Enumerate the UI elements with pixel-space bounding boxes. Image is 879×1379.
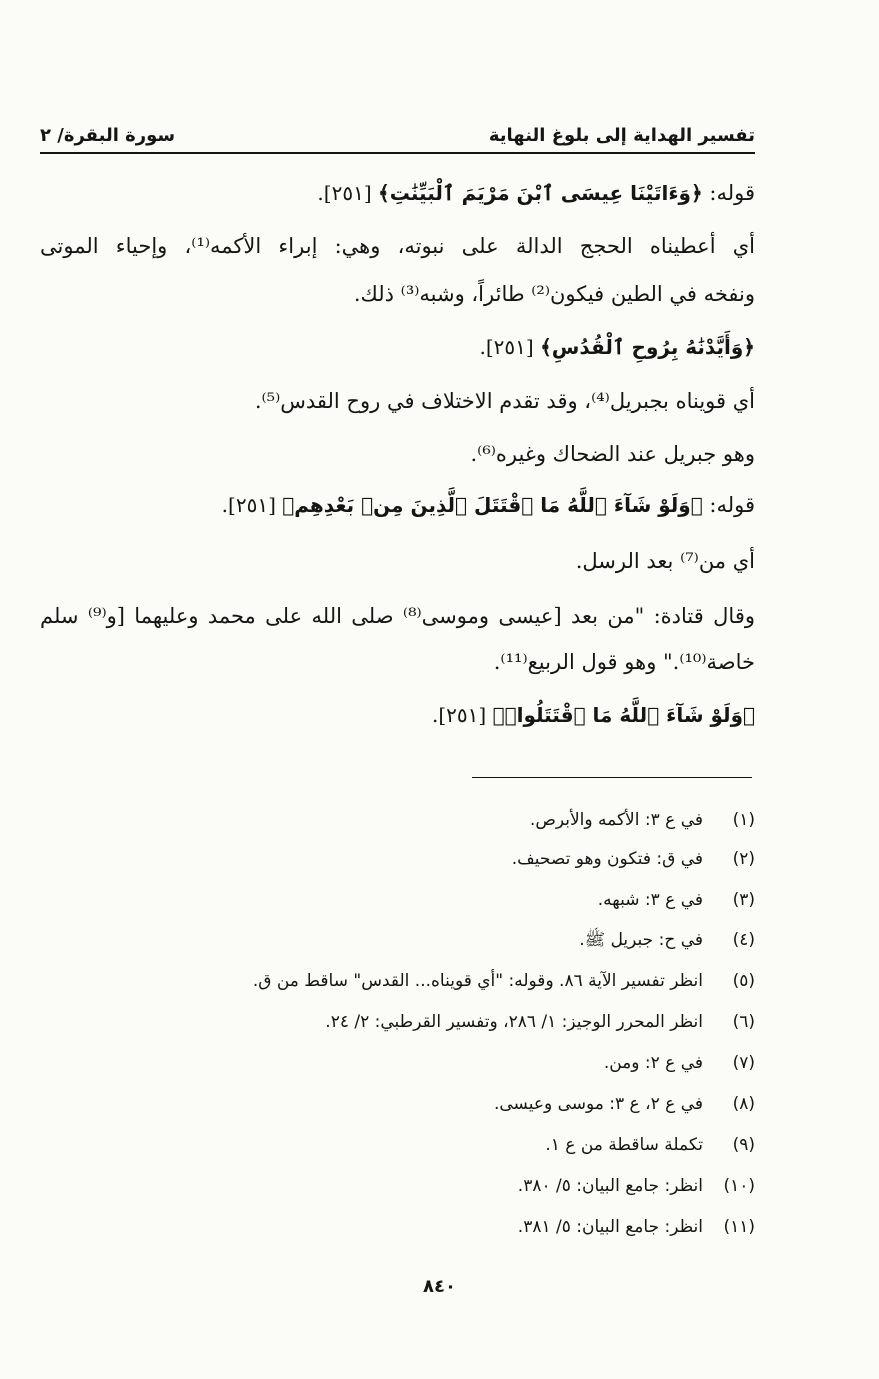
quran-verse: ﴿وَأَيَّدْنَٰهُ بِرُوحِ ٱلْقُدُسِ﴾	[540, 335, 755, 359]
footnote-text: في ع ٣: شبهه.	[597, 890, 703, 910]
verse-line-1	[317, 176, 755, 210]
paragraph-line: أي من⁽⁷⁾ بعد الرسل.	[575, 549, 755, 573]
paragraph-line: خاصة⁽¹⁰⁾." وهو قول الربيع⁽¹¹⁾.	[493, 650, 755, 674]
verse-line-3	[222, 488, 755, 522]
book-title: تفسير الهداية إلى بلوغ النهاية	[488, 125, 755, 146]
lead-word: قوله:	[702, 181, 755, 205]
paragraph-line: وهو جبريل عند الضحاك وغيره⁽⁶⁾.	[470, 442, 755, 466]
quran-verse: ﴿وَءَاتَيْنَا عِيسَى ٱبْنَ مَرْيَمَ ٱلْبَيِّنَٰتِ﴾	[378, 181, 703, 205]
footnote-text: انظر: جامع البيان: ٥/ ٣٨٠.	[517, 1176, 703, 1196]
footnote-number: (٤)	[732, 930, 755, 950]
verse-line-4	[432, 698, 755, 732]
footnote	[604, 1049, 755, 1077]
quran-verse: ﴿وَلَوْ شَآءَ ٱللَّهُ مَا ٱقْتَتَلُوا۟﴾	[492, 703, 755, 727]
footnote	[518, 1213, 755, 1241]
paragraph-line: وقال قتادة: "من بعد [عيسى وموسى⁽⁸⁾ صلى الله على محمد وعليهما [و⁽⁹⁾ سلم	[40, 604, 755, 628]
lead-word: قوله:	[702, 493, 755, 517]
footnote-text: في ق: فتكون وهو تصحيف.	[511, 849, 703, 869]
verse-ref: [٢٥١].	[221, 493, 283, 517]
footnote-text: في ع ٢، ع ٣: موسى وعيسى.	[493, 1094, 703, 1114]
footnote	[545, 1131, 755, 1159]
footnote	[598, 886, 755, 914]
footnote-text: انظر: جامع البيان: ٥/ ٣٨١.	[517, 1217, 703, 1237]
footnote-number: (٩)	[732, 1135, 755, 1155]
footnote	[494, 1090, 755, 1118]
footnote-text: في ع ٢: ومن.	[603, 1053, 703, 1073]
paragraph-line: أي أعطيناه الحجج الدالة على نبوته، وهي: إبراء الأكمه⁽¹⁾، وإحياء الموتى	[40, 234, 755, 258]
running-header	[40, 112, 755, 146]
verse-ref: [٢٥١].	[432, 703, 493, 727]
quran-verse: ﴿وَلَوْ شَآءَ ٱللَّهُ مَا ٱقْتَتَلَ ٱلَّذِينَ مِنۢ بَعْدِهِم﴾	[282, 493, 703, 517]
footnote-number: (١)	[732, 810, 755, 830]
paragraph-line: ونفخه في الطين فيكون⁽²⁾ طائراً، وشبه⁽³⁾ ذلك.	[353, 282, 755, 306]
footnote-number: (٣)	[732, 890, 755, 910]
footnote-number: (٥)	[732, 971, 755, 991]
footnote-number: (١٠)	[723, 1176, 755, 1196]
footnote	[530, 806, 755, 834]
footnote	[579, 926, 755, 954]
header-rule	[40, 152, 755, 154]
footnote-number: (١١)	[723, 1217, 755, 1237]
footnote-text: انظر المحرر الوجيز: ١/ ٢٨٦، وتفسير القرطبي: ٢/ ٢٤.	[325, 1012, 703, 1032]
verse-ref: [٢٥١].	[317, 181, 378, 205]
footnote	[325, 1008, 755, 1036]
verse-ref: [٢٥١].	[479, 335, 541, 359]
paragraph-line: أي قويناه بجبريل⁽⁴⁾، وقد تقدم الاختلاف في روح القدس⁽⁵⁾.	[254, 389, 755, 413]
surah-label: سورة البقرة/ ٢	[40, 125, 176, 146]
footnote-text: انظر تفسير الآية ٨٦. وقوله: "أي قويناه... القدس" ساقط من ق.	[252, 971, 703, 991]
footnote-text: تكملة ساقطة من ع ١.	[545, 1135, 703, 1155]
page-number: ٨٤٠	[423, 1276, 456, 1297]
footnote	[518, 1172, 755, 1200]
footnote-text: في ع ٣: الأكمه والأبرص.	[529, 810, 703, 830]
footnote-number: (٧)	[732, 1053, 755, 1073]
footnote-text: في ح: جبريل ﷺ.	[579, 930, 703, 950]
footnote	[512, 845, 755, 873]
footnote	[253, 967, 755, 995]
footnote-number: (٦)	[732, 1012, 755, 1032]
footnote-number: (٢)	[732, 849, 755, 869]
footnote-number: (٨)	[732, 1094, 755, 1114]
footnote-separator	[472, 777, 752, 778]
verse-line-2	[480, 330, 756, 364]
